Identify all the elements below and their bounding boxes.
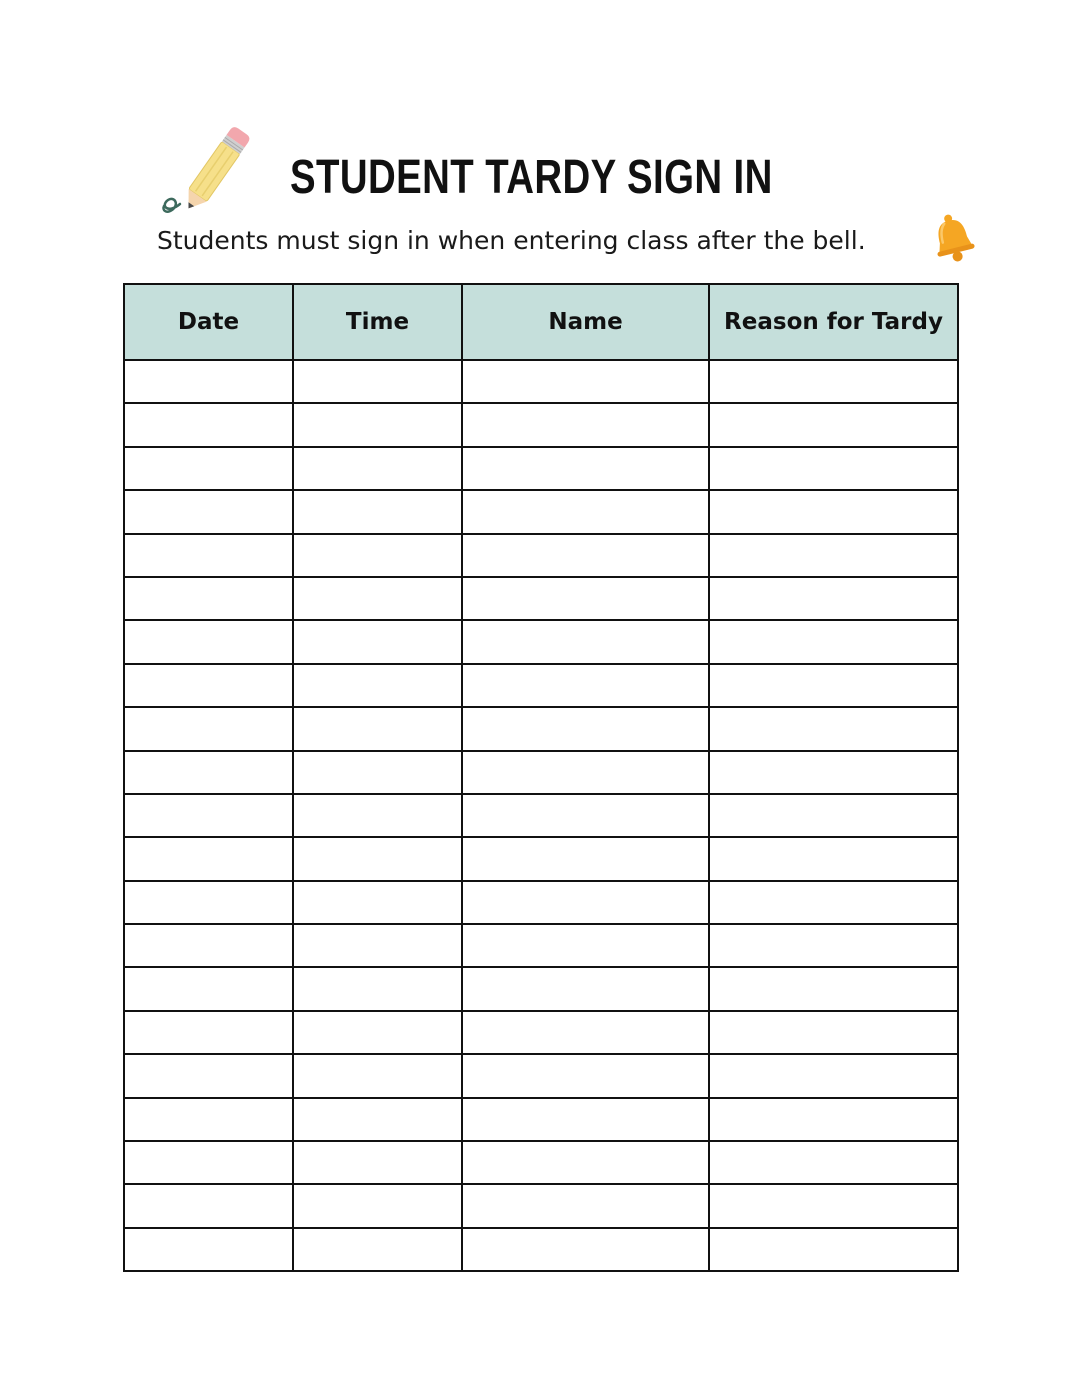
cell-time[interactable] xyxy=(293,707,462,750)
cell-time[interactable] xyxy=(293,403,462,446)
cell-name[interactable] xyxy=(462,1184,709,1227)
cell-date[interactable] xyxy=(124,1184,293,1227)
cell-name[interactable] xyxy=(462,751,709,794)
cell-date[interactable] xyxy=(124,403,293,446)
table-row xyxy=(124,447,958,490)
cell-reason[interactable] xyxy=(709,534,958,577)
cell-time[interactable] xyxy=(293,794,462,837)
cell-name[interactable] xyxy=(462,577,709,620)
bell-icon xyxy=(928,210,978,266)
cell-time[interactable] xyxy=(293,1228,462,1271)
cell-name[interactable] xyxy=(462,707,709,750)
cell-reason[interactable] xyxy=(709,1184,958,1227)
cell-time[interactable] xyxy=(293,490,462,533)
table-row xyxy=(124,664,958,707)
pencil-icon xyxy=(158,118,270,218)
cell-time[interactable] xyxy=(293,924,462,967)
table-row xyxy=(124,707,958,750)
column-header-reason: Reason for Tardy xyxy=(709,284,958,360)
cell-name[interactable] xyxy=(462,664,709,707)
table-row xyxy=(124,924,958,967)
table-row xyxy=(124,751,958,794)
column-header-time: Time xyxy=(293,284,462,360)
cell-date[interactable] xyxy=(124,751,293,794)
cell-name[interactable] xyxy=(462,1054,709,1097)
column-header-name: Name xyxy=(462,284,709,360)
table-row xyxy=(124,1141,958,1184)
cell-reason[interactable] xyxy=(709,360,958,403)
cell-reason[interactable] xyxy=(709,1228,958,1271)
cell-date[interactable] xyxy=(124,664,293,707)
cell-reason[interactable] xyxy=(709,707,958,750)
cell-name[interactable] xyxy=(462,837,709,880)
table-row xyxy=(124,620,958,663)
cell-time[interactable] xyxy=(293,447,462,490)
table-body xyxy=(124,360,958,1271)
cell-reason[interactable] xyxy=(709,577,958,620)
cell-date[interactable] xyxy=(124,794,293,837)
cell-reason[interactable] xyxy=(709,403,958,446)
table-row xyxy=(124,1098,958,1141)
table-row xyxy=(124,967,958,1010)
cell-reason[interactable] xyxy=(709,751,958,794)
cell-name[interactable] xyxy=(462,1228,709,1271)
cell-date[interactable] xyxy=(124,881,293,924)
cell-reason[interactable] xyxy=(709,490,958,533)
cell-time[interactable] xyxy=(293,1098,462,1141)
cell-time[interactable] xyxy=(293,881,462,924)
sign-in-table xyxy=(123,283,959,1272)
cell-time[interactable] xyxy=(293,664,462,707)
cell-date[interactable] xyxy=(124,707,293,750)
column-header-date: Date xyxy=(124,284,293,360)
table-row xyxy=(124,490,958,533)
cell-time[interactable] xyxy=(293,837,462,880)
table-row xyxy=(124,1228,958,1271)
cell-date[interactable] xyxy=(124,360,293,403)
cell-date[interactable] xyxy=(124,577,293,620)
cell-date[interactable] xyxy=(124,620,293,663)
table-row xyxy=(124,534,958,577)
cell-name[interactable] xyxy=(462,490,709,533)
cell-reason[interactable] xyxy=(709,881,958,924)
cell-reason[interactable] xyxy=(709,837,958,880)
cell-time[interactable] xyxy=(293,1184,462,1227)
table-row xyxy=(124,1184,958,1227)
instructions-text: Students must sign in when entering class after the bell. xyxy=(157,226,866,255)
cell-date[interactable] xyxy=(124,924,293,967)
table-row xyxy=(124,403,958,446)
cell-date[interactable] xyxy=(124,837,293,880)
cell-time[interactable] xyxy=(293,1011,462,1054)
cell-date[interactable] xyxy=(124,967,293,1010)
cell-time[interactable] xyxy=(293,360,462,403)
cell-name[interactable] xyxy=(462,360,709,403)
cell-reason[interactable] xyxy=(709,967,958,1010)
cell-reason[interactable] xyxy=(709,664,958,707)
cell-date[interactable] xyxy=(124,534,293,577)
table-row xyxy=(124,881,958,924)
cell-name[interactable] xyxy=(462,620,709,663)
table-row xyxy=(124,1054,958,1097)
cell-time[interactable] xyxy=(293,534,462,577)
cell-reason[interactable] xyxy=(709,924,958,967)
page-title: STUDENT TARDY SIGN IN xyxy=(290,151,773,204)
table-header-row xyxy=(124,284,958,360)
cell-reason[interactable] xyxy=(709,1054,958,1097)
cell-time[interactable] xyxy=(293,577,462,620)
cell-date[interactable] xyxy=(124,1098,293,1141)
cell-date[interactable] xyxy=(124,1054,293,1097)
cell-name[interactable] xyxy=(462,1141,709,1184)
cell-reason[interactable] xyxy=(709,794,958,837)
table-row xyxy=(124,837,958,880)
cell-time[interactable] xyxy=(293,620,462,663)
cell-reason[interactable] xyxy=(709,620,958,663)
cell-date[interactable] xyxy=(124,1011,293,1054)
cell-name[interactable] xyxy=(462,1011,709,1054)
cell-name[interactable] xyxy=(462,967,709,1010)
cell-name[interactable] xyxy=(462,403,709,446)
cell-name[interactable] xyxy=(462,924,709,967)
cell-name[interactable] xyxy=(462,534,709,577)
cell-time[interactable] xyxy=(293,967,462,1010)
table-row xyxy=(124,1011,958,1054)
cell-reason[interactable] xyxy=(709,1011,958,1054)
cell-date[interactable] xyxy=(124,1141,293,1184)
table-row xyxy=(124,577,958,620)
cell-time[interactable] xyxy=(293,1054,462,1097)
cell-time[interactable] xyxy=(293,1141,462,1184)
cell-reason[interactable] xyxy=(709,1098,958,1141)
table-row xyxy=(124,360,958,403)
cell-name[interactable] xyxy=(462,794,709,837)
cell-name[interactable] xyxy=(462,1098,709,1141)
cell-time[interactable] xyxy=(293,751,462,794)
cell-reason[interactable] xyxy=(709,1141,958,1184)
cell-date[interactable] xyxy=(124,490,293,533)
cell-reason[interactable] xyxy=(709,447,958,490)
cell-date[interactable] xyxy=(124,1228,293,1271)
table-row xyxy=(124,794,958,837)
cell-date[interactable] xyxy=(124,447,293,490)
cell-name[interactable] xyxy=(462,881,709,924)
cell-name[interactable] xyxy=(462,447,709,490)
